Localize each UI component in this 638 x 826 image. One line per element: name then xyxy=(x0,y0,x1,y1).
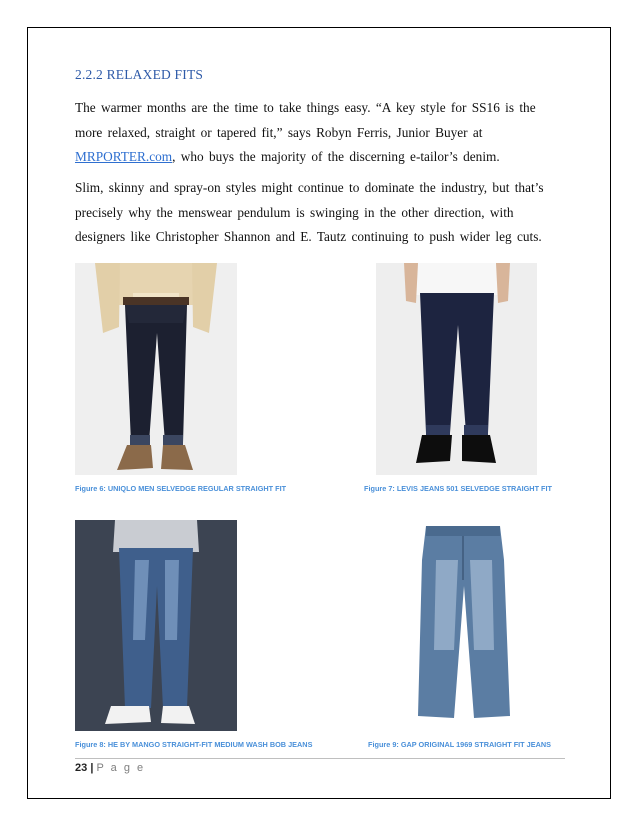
figure-7-caption: Figure 7: LEVIS JEANS 501 SELVEDGE STRAIGHT FIT xyxy=(364,484,552,493)
page-footer xyxy=(75,762,145,774)
paragraph-1-text-b: , who buys the majority of the discerning e-tailor’s denim. xyxy=(172,149,500,164)
footer-separator: | xyxy=(90,762,94,774)
figure-6-photo xyxy=(75,263,237,475)
figure-9-caption: Figure 9: GAP ORIGINAL 1969 STRAIGHT FIT JEANS xyxy=(368,740,551,749)
paragraph-1 xyxy=(75,96,563,170)
section-heading: 2.2.2 RELAXED FITS xyxy=(75,67,204,82)
figure-9-photo xyxy=(382,520,544,731)
figure-8-photo xyxy=(75,520,237,731)
page-number: 23 xyxy=(75,762,88,774)
mrporter-link[interactable]: MRPORTER.com xyxy=(75,149,173,164)
paragraph-1-text-a: The warmer months are the time to take things easy. “A key style for SS16 is the more relaxed, straight or tapered fit,” says Robyn Ferris, Junior Buyer at xyxy=(75,100,536,140)
figure-8-caption: Figure 8: HE BY MANGO STRAIGHT-FIT MEDIUM WASH BOB JEANS xyxy=(75,740,313,749)
footer-divider xyxy=(75,758,565,759)
paragraph-2: Slim, skinny and spray-on styles might continue to dominate the industry, but that’s precisely why the menswear pendulum is swinging in the other direction, with designers like Christopher Shannon and E. Tautz continuing to push wider leg cuts. xyxy=(75,180,544,244)
page-word: P a g e xyxy=(96,762,146,774)
figure-6-caption: Figure 6: UNIQLO MEN SELVEDGE REGULAR STRAIGHT FIT xyxy=(75,484,287,493)
figure-7-photo xyxy=(376,263,537,475)
